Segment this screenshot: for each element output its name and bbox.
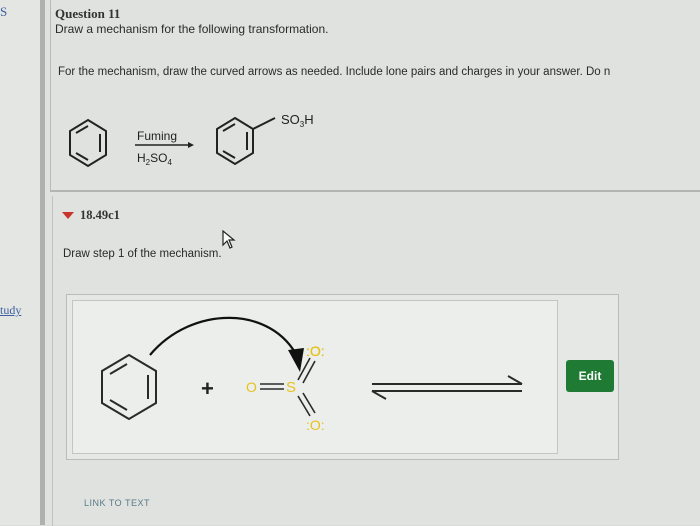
curved-arrow-head xyxy=(288,348,304,372)
question-border xyxy=(50,0,51,192)
reagent-sub-2: 2 xyxy=(145,158,151,167)
benzene-ring xyxy=(102,355,156,419)
benzene-reactant xyxy=(70,120,106,166)
step-instruction: Draw step 1 of the mechanism. xyxy=(63,248,222,260)
atom-o-left: O xyxy=(246,379,257,395)
reagent-sub-4: 4 xyxy=(167,158,172,167)
mechanism-drawing xyxy=(72,300,556,452)
benzene-product xyxy=(217,118,275,164)
svg-text:SO3H xyxy=(281,112,314,129)
edit-button[interactable]: Edit xyxy=(566,360,614,392)
product-sub-3: 3 xyxy=(299,120,305,129)
svg-text:H2SO4 xyxy=(137,151,172,167)
study-link[interactable]: tudy xyxy=(0,303,22,317)
product-so: SO xyxy=(281,112,300,127)
atom-o-bottom: :O: xyxy=(306,417,325,433)
atom-o-top: :O: xyxy=(306,343,325,359)
question-title: Question 11 xyxy=(55,6,121,21)
reagent-fuming: Fuming xyxy=(137,129,178,143)
reagent-so: SO xyxy=(150,151,168,165)
left-gutter xyxy=(0,0,40,525)
equilibrium-arrow xyxy=(372,376,522,399)
bond-s-o-bottom-1 xyxy=(298,396,310,416)
bond-s-o-bottom-2 xyxy=(303,393,315,413)
bond-s-o-top-2 xyxy=(303,361,315,383)
curved-arrow xyxy=(150,318,298,358)
collapse-caret-icon[interactable] xyxy=(62,212,74,220)
mouse-cursor-icon xyxy=(222,230,238,250)
reaction-arrow-head xyxy=(188,142,194,148)
reaction-scheme xyxy=(55,100,345,188)
nav-fragment[interactable]: S xyxy=(0,4,8,19)
reagent-h: H xyxy=(137,151,146,165)
instructions-text: For the mechanism, draw the curved arrows as needed. Include lone pairs and charges in your answer. Do n xyxy=(58,66,611,78)
product-h: H xyxy=(304,112,314,127)
section-divider xyxy=(50,190,700,192)
question-prompt: Draw a mechanism for the following transformation. xyxy=(55,22,329,36)
link-to-text[interactable]: LINK TO TEXT xyxy=(84,498,151,508)
plus-sign: + xyxy=(201,376,214,401)
atom-s: S xyxy=(286,379,297,396)
part-label[interactable]: 18.49c1 xyxy=(80,208,120,222)
